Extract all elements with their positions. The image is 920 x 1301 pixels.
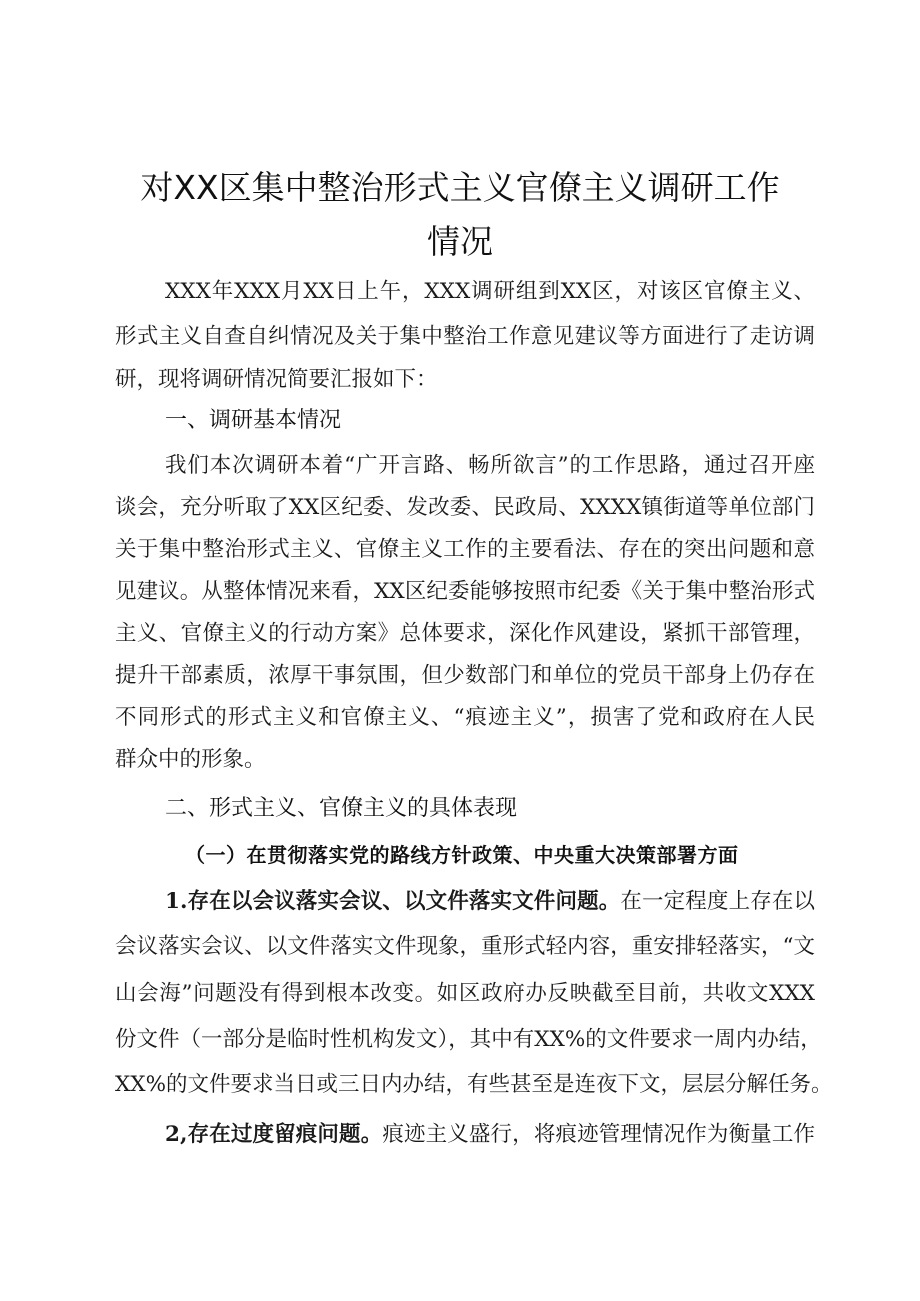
subsection1-heading: （一）在贯彻落实党的路线方针政策、中央重大决策部署方面: [185, 843, 739, 867]
item1-line: 山会海”问题没有得到根本改变。如区政府办反映截至目前，共收文XXX: [115, 981, 815, 1006]
section1-line: 我们本次调研本着“广开言路、畅所欲言”的工作思路，通过召开座: [165, 453, 815, 478]
section2-heading: 二、形式主义、官僚主义的具体表现: [165, 796, 518, 821]
document-title-line1: 对XX区集中整治形式主义官僚主义调研工作: [140, 168, 780, 207]
item1-line: 会议落实会议、以文件落实文件现象，重形式轻内容，重安排轻落实，“文: [115, 934, 815, 959]
section1-line: 提升干部素质，浓厚干事氛围，但少数部门和单位的党员干部身上仍存在: [115, 663, 815, 688]
section1-heading: 一、调研基本情况: [165, 408, 342, 433]
item1-lead: 1.存在以会议落实会议、以文件落实文件问题。: [165, 889, 621, 914]
section1-line: 群众中的形象。: [115, 747, 266, 772]
intro-line: XXX年XXX月XX日上午，XXX调研组到XX区，对该区官僚主义、: [165, 279, 815, 304]
document-title-line2: 情况: [427, 222, 493, 261]
item2-first-rest: 痕迹主义盛行，将痕迹管理情况作为衡量工作: [382, 1122, 815, 1147]
section1-line: 主义、官僚主义的行动方案》总体要求，深化作风建设，紧抓干部管理，: [115, 621, 815, 646]
intro-line: 研，现将调研情况简要汇报如下：: [115, 367, 438, 392]
item1-first-line: [165, 887, 815, 917]
section1-line: 不同形式的形式主义和官僚主义、“痕迹主义”，损害了党和政府在人民: [115, 705, 815, 730]
item1-first-rest: 在一定程度上存在以: [620, 889, 815, 914]
item2-lead: 2,存在过度留痕问题。: [165, 1122, 383, 1147]
item1-line: XX%的文件要求当日或三日内办结，有些甚至是连夜下文，层层分解任务。: [115, 1072, 833, 1097]
intro-line: 形式主义自查自纠情况及关于集中整治工作意见建议等方面进行了走访调: [115, 324, 815, 349]
item1-line: 份文件（一部分是临时性机构发文），其中有XX%的文件要求一周内办结，: [115, 1027, 822, 1052]
section1-line: 关于集中整治形式主义、官僚主义工作的主要看法、存在的突出问题和意: [115, 537, 815, 562]
section1-line: 见建议。从整体情况来看，XX区纪委能够按照市纪委《关于集中整治形式: [115, 579, 815, 604]
section1-line: 谈会，充分听取了XX区纪委、发改委、民政局、XXXX镇街道等单位部门: [115, 495, 815, 520]
item2-first-line: [165, 1120, 815, 1150]
